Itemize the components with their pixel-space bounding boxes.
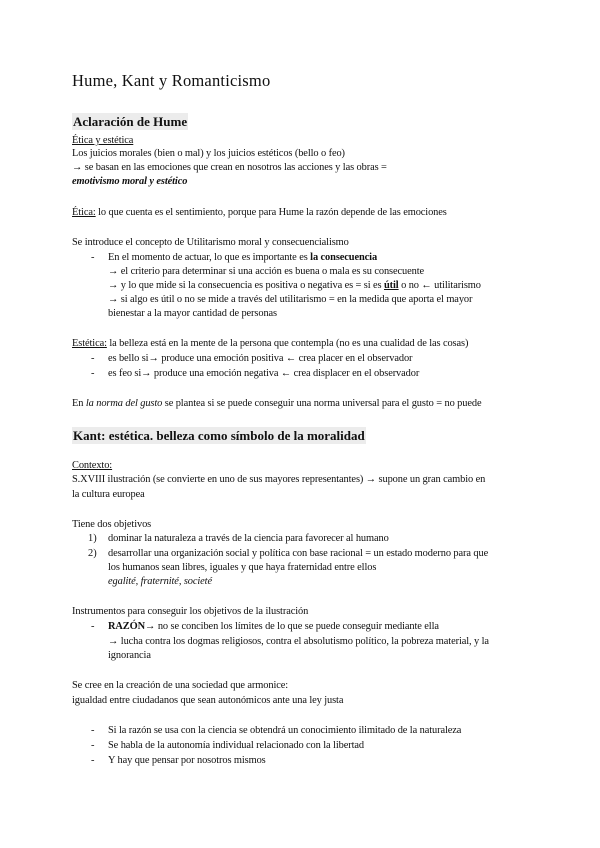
bullet-dash: - bbox=[91, 725, 95, 736]
paragraph-objetivos: Tiene dos objetivos bbox=[72, 519, 152, 530]
bullet-item bbox=[108, 620, 439, 633]
list-continuation: los humanos sean libres, iguales y que haya fraternidad entre ellos bbox=[108, 562, 377, 573]
bullet-text: → y lo que mide si la consecuencia es positiva o negativa es = si es bbox=[108, 280, 384, 291]
subheading-contexto: Contexto: bbox=[72, 460, 113, 471]
section-heading-kant: Kant: estética. belleza como símbolo de la moralidad bbox=[73, 428, 365, 443]
paragraph-instrumentos: Instrumentos para conseguir los objetivos de la ilustración bbox=[72, 606, 309, 617]
italic-text: la norma del gusto bbox=[85, 398, 163, 409]
etica-text: lo que cuenta es el sentimiento, porque para Hume la razón depende de las emociones bbox=[95, 207, 447, 218]
bullet-item: Y hay que pensar por nosotros mismos bbox=[108, 755, 266, 766]
bullet-item bbox=[108, 251, 377, 264]
list-item: dominar la naturaleza a través de la ciencia para favorecer al humano bbox=[108, 533, 389, 544]
bold-text: la consecuencia bbox=[310, 252, 378, 263]
list-item: desarrollar una organización social y política con base racional = un estado moderno para que bbox=[108, 548, 489, 559]
bullet-continuation: → lucha contra los dogmas religiosos, contra el absolutismo político, la pobreza material, y la bbox=[108, 636, 489, 647]
bold-text: útil bbox=[383, 280, 399, 291]
paragraph-line: Se cree en la creación de una sociedad que armonice: bbox=[72, 680, 289, 691]
bold-text: RAZÓN bbox=[108, 621, 146, 632]
paragraph-line: la cultura europea bbox=[72, 489, 145, 500]
bullet-continuation: → si algo es útil o no se mide a través del utilitarismo = en la medida que aporta el mayor bbox=[108, 294, 473, 305]
paragraph-line: S.XVIII ilustración (se convierte en uno de sus mayores representantes) → supone un gran cambio en bbox=[72, 474, 486, 485]
subheading-etica-estetica: Ética y estética bbox=[72, 135, 134, 146]
paragraph-etica bbox=[72, 206, 447, 219]
italic-motto: egalité, fraternité, societé bbox=[108, 576, 212, 587]
paragraph-utilitarismo-intro: Se introduce el concepto de Utilitarismo moral y consecuencialismo bbox=[72, 237, 349, 248]
section-heading-hume: Aclaración de Hume bbox=[73, 114, 188, 129]
bullet-dash: - bbox=[91, 740, 95, 751]
list-number: 2) bbox=[88, 548, 97, 559]
estetica-text: la belleza está en la mente de la persona que contempla (no es una cualidad de las cosas) bbox=[106, 338, 469, 349]
text: se plantea si se puede conseguir una norma universal para el gusto = no puede bbox=[162, 398, 482, 409]
bullet-item: es bello si→ produce una emoción positiva ← crea placer en el observador bbox=[108, 353, 413, 364]
emphasis-line: emotivismo moral y estético bbox=[72, 176, 188, 187]
bullet-item: es feo si→ produce una emoción negativa ← crea displacer en el observador bbox=[108, 368, 420, 379]
bullet-item: Se habla de la autonomía individual relacionado con la libertad bbox=[108, 740, 364, 751]
paragraph-estetica bbox=[72, 337, 468, 350]
bullet-text: → no se conciben los límites de lo que se puede conseguir mediante ella bbox=[145, 621, 439, 632]
bullet-continuation: ignorancia bbox=[108, 650, 151, 661]
bullet-dash: - bbox=[91, 353, 95, 364]
paragraph-line: igualdad entre ciudadanos que sean autonómicos ante una ley justa bbox=[72, 695, 344, 706]
paragraph-norma-gusto bbox=[72, 397, 481, 410]
bullet-continuation: bienestar a la mayor cantidad de personas bbox=[108, 308, 278, 319]
label-estetica: Estética: bbox=[72, 338, 107, 349]
list-number: 1) bbox=[88, 533, 97, 544]
bullet-dash: - bbox=[91, 252, 95, 263]
bullet-continuation: → el criterio para determinar si una acción es buena o mala es su consecuente bbox=[108, 266, 425, 277]
paragraph-line: → se basan en las emociones que crean en nosotros las acciones y las obras = bbox=[72, 162, 387, 173]
text: En bbox=[72, 398, 86, 409]
bullet-text: o no ← utilitarismo bbox=[398, 280, 481, 291]
bullet-continuation bbox=[108, 279, 481, 292]
bullet-item: Si la razón se usa con la ciencia se obtendrá un conocimiento ilimitado de la naturaleza bbox=[108, 725, 462, 736]
bullet-text: En el momento de actuar, lo que es importante es bbox=[108, 252, 311, 263]
bullet-dash: - bbox=[91, 621, 95, 632]
paragraph-line: Los juicios morales (bien o mal) y los juicios estéticos (bello o feo) bbox=[72, 148, 345, 159]
label-etica: Ética: bbox=[72, 207, 96, 218]
bullet-dash: - bbox=[91, 368, 95, 379]
document-title: Hume, Kant y Romanticismo bbox=[72, 71, 271, 90]
bullet-dash: - bbox=[91, 755, 95, 766]
